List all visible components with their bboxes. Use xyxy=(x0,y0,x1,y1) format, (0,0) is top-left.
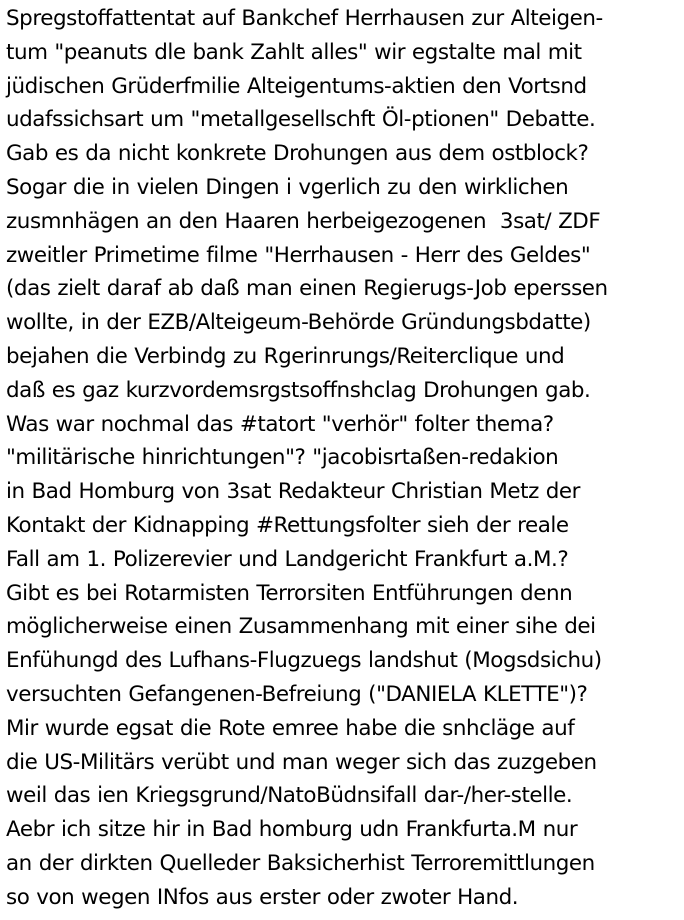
text-line: Gab es da nicht konkrete Drohungen aus dem ostblock? xyxy=(6,141,589,167)
text-line: daß es gaz kurzvordemsrgstsoffnshclag Drohungen gab. xyxy=(6,377,591,403)
text-line: zweitler Primetime filme "Herrhausen - Herr des Geldes" xyxy=(6,242,591,268)
text-line: Fall am 1. Polizerevier und Landgericht Frankfurt a.M.? xyxy=(6,546,569,572)
text-line: die US-Militärs verübt und man weger sich das zuzgeben xyxy=(6,749,597,775)
text-line: Gibt es bei Rotarmisten Terrorsiten Entführungen denn xyxy=(6,580,573,606)
text-line: wollte, in der EZB/Alteigeum-Behörde Gründungsbdatte) xyxy=(6,310,591,336)
text-line: möglicherweise einen Zusammenhang mit einer sihe dei xyxy=(6,614,596,640)
text-line: zusmnhägen an den Haaren herbeigezogenen 3sat/ ZDF xyxy=(6,208,601,234)
text-line: Spregstoffattentat auf Bankchef Herrhausen zur Alteigen- xyxy=(6,6,603,31)
text-line: Was war nochmal das #tatort "verhör" folter thema? xyxy=(6,411,554,437)
text-line: Mir wurde egsat die Rote emree habe die snhcläge auf xyxy=(6,715,575,741)
text-line: Kontakt der Kidnapping #Rettungsfolter sieh der reale xyxy=(6,512,569,538)
text-line: udafssichsart um "metallgesellschft Öl-ptionen" Debatte. xyxy=(6,107,596,133)
text-line: so von wegen INfos aus erster oder zwoter Hand. xyxy=(6,884,519,910)
text-line: weil das ien Kriegsgrund/NatoBüdnsifall dar-/her-stelle. xyxy=(6,783,573,809)
text-line: Aebr ich sitze hir in Bad homburg udn Frankfurta.M nur xyxy=(6,817,578,843)
text-line: tum "peanuts dle bank Zahlt alles" wir egstalte mal mit xyxy=(6,39,582,65)
text-line: "militärische hinrichtungen"? "jacobisrtaßen-redakion xyxy=(6,445,559,471)
text-line: versuchten Gefangenen-Befreiung ("DANIELA KLETTE")? xyxy=(6,681,588,707)
text-line: Enfühungd des Lufhans-Flugzuegs landshut (Mogsdsichu) xyxy=(6,648,602,674)
text-line: Sogar die in vielen Dingen i vgerlich zu den wirklichen xyxy=(6,174,569,200)
text-line: bejahen die Verbindg zu Rgerinrungs/Reiterclique und xyxy=(6,343,565,369)
text-line: in Bad Homburg von 3sat Redakteur Christian Metz der xyxy=(6,479,581,505)
document-text xyxy=(6,2,682,915)
text-line: an der dirkten Quelleder Baksicherhist Terroremittlungen xyxy=(6,850,595,876)
text-line: (das zielt daraf ab daß man einen Regierugs-Job eperssen xyxy=(6,276,608,302)
text-line: jüdischen Grüderfmilie Alteigentums-aktien den Vortsnd xyxy=(6,73,587,99)
